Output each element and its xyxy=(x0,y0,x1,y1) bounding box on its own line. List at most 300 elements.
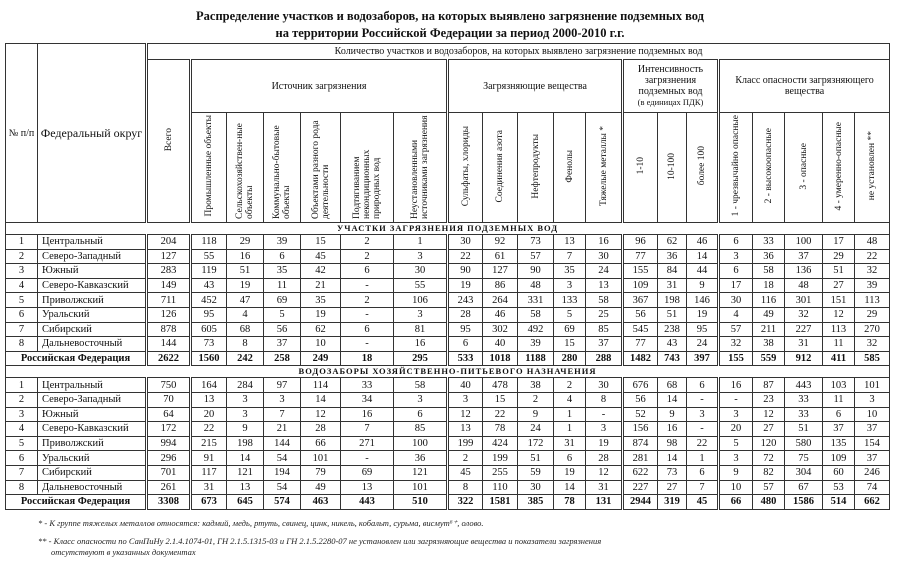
cell-value: 144 xyxy=(147,337,191,352)
district-name: Дальневосточный xyxy=(38,337,147,352)
total-value: 319 xyxy=(658,495,687,510)
cell-value: 16 xyxy=(394,337,448,352)
footnotes xyxy=(38,518,900,558)
cell-value: 98 xyxy=(658,436,687,451)
cell-value: 676 xyxy=(623,378,658,393)
total-value: 3308 xyxy=(147,495,191,510)
header-substances-1: Соединения азота xyxy=(483,113,518,223)
table-row xyxy=(6,465,890,480)
cell-value: 492 xyxy=(518,322,554,337)
cell-value: 7 xyxy=(554,249,586,264)
cell-value: 452 xyxy=(191,293,227,308)
row-number: 4 xyxy=(6,278,38,293)
cell-value: 149 xyxy=(147,278,191,293)
cell-value: 271 xyxy=(341,436,394,451)
cell-value: 69 xyxy=(264,293,301,308)
cell-value: 1 xyxy=(687,451,719,466)
header-class-group: Класс опасности загрязняющего вещества xyxy=(719,60,890,113)
cell-value: 51 xyxy=(785,422,823,437)
cell-value: 6 xyxy=(823,407,855,422)
cell-value: 146 xyxy=(687,293,719,308)
cell-value: 11 xyxy=(823,337,855,352)
cell-value: 95 xyxy=(448,322,483,337)
cell-value: 2 xyxy=(554,378,586,393)
table-row xyxy=(6,451,890,466)
cell-value: 54 xyxy=(264,480,301,495)
header-substances-group: Загрязняющие вещества xyxy=(448,60,623,113)
cell-value: 29 xyxy=(823,249,855,264)
cell-value: 16 xyxy=(341,407,394,422)
row-number: 5 xyxy=(6,293,38,308)
table-row xyxy=(6,378,890,393)
cell-value: 2 xyxy=(518,392,554,407)
cell-value: 40 xyxy=(483,337,518,352)
cell-value: 21 xyxy=(264,422,301,437)
district-name: Южный xyxy=(38,264,147,279)
cell-value: 3 xyxy=(227,392,264,407)
header-classes-3: 4 - умеренно-опасные xyxy=(823,113,855,223)
cell-value: 72 xyxy=(753,451,785,466)
cell-value: 67 xyxy=(785,480,823,495)
cell-value: 5 xyxy=(719,436,753,451)
header-source-group: Источник загрязнения xyxy=(191,60,448,113)
cell-value: 30 xyxy=(719,293,753,308)
cell-value: 7 xyxy=(687,480,719,495)
total-value: 155 xyxy=(719,351,753,366)
cell-value: 69 xyxy=(341,465,394,480)
header-total: Всего xyxy=(147,60,191,223)
cell-value: 6 xyxy=(687,378,719,393)
district-name: Уральский xyxy=(38,451,147,466)
table-row xyxy=(6,337,890,352)
cell-value: 155 xyxy=(623,264,658,279)
cell-value: 19 xyxy=(554,465,586,480)
cell-value: 68 xyxy=(227,322,264,337)
cell-value: - xyxy=(687,392,719,407)
table-row xyxy=(6,422,890,437)
title-line-1: Распределение участков и водозаборов, на которых выявлено загрязнение подземных вод xyxy=(196,9,704,23)
cell-value: 57 xyxy=(719,322,753,337)
footnote-hazard-class: ** - Класс опасности по СанПиНу 2.1.4.1074-01, ГН 2.1.5.1315-03 и ГН 2.1.5.2280-07 не установлен или загрязняющие вещества и показатели загрязнения отсутствуют в указанных документах xyxy=(38,535,602,557)
cell-value: 100 xyxy=(785,235,823,250)
cell-value: 6 xyxy=(554,451,586,466)
cell-value: 4 xyxy=(227,307,264,322)
cell-value: 27 xyxy=(658,480,687,495)
cell-value: 61 xyxy=(483,249,518,264)
header-substances-3: Фенолы xyxy=(554,113,586,223)
cell-value: 211 xyxy=(753,322,785,337)
cell-value: 255 xyxy=(483,465,518,480)
cell-value: 711 xyxy=(147,293,191,308)
cell-value: 6 xyxy=(448,337,483,352)
cell-value: 28 xyxy=(301,422,341,437)
cell-value: 86 xyxy=(483,278,518,293)
cell-value: 9 xyxy=(687,278,719,293)
row-number: 7 xyxy=(6,465,38,480)
cell-value: 37 xyxy=(823,422,855,437)
cell-value: 78 xyxy=(483,422,518,437)
cell-value: 58 xyxy=(394,378,448,393)
cell-value: 16 xyxy=(227,249,264,264)
cell-value: 25 xyxy=(586,307,623,322)
cell-value: 13 xyxy=(554,235,586,250)
cell-value: 36 xyxy=(753,249,785,264)
cell-value: 19 xyxy=(301,307,341,322)
footnote-heavy-metals: * - К группе тяжелых металлов относятся: кадмий, медь, ртуть, свинец, цинк, никель, кобальт, сурьма, висмут⁶⁺, олово. xyxy=(38,517,484,528)
cell-value: 109 xyxy=(623,278,658,293)
cell-value: 38 xyxy=(518,378,554,393)
cell-value: - xyxy=(719,392,753,407)
cell-value: - xyxy=(341,307,394,322)
cell-value: 33 xyxy=(341,378,394,393)
cell-value: 2 xyxy=(448,451,483,466)
cell-value: 545 xyxy=(623,322,658,337)
cell-value: 33 xyxy=(785,392,823,407)
row-number: 3 xyxy=(6,407,38,422)
cell-value: 85 xyxy=(586,322,623,337)
cell-value: 2 xyxy=(341,235,394,250)
cell-value: 35 xyxy=(264,264,301,279)
cell-value: 1 xyxy=(554,422,586,437)
cell-value: 6 xyxy=(341,264,394,279)
cell-value: 19 xyxy=(227,278,264,293)
total-value: 510 xyxy=(394,495,448,510)
cell-value: 30 xyxy=(586,378,623,393)
cell-value: 7 xyxy=(264,407,301,422)
cell-value: 36 xyxy=(394,451,448,466)
total-value: 258 xyxy=(264,351,301,366)
cell-value: 64 xyxy=(147,407,191,422)
section-title: УЧАСТКИ ЗАГРЯЗНЕНИЯ ПОДЗЕМНЫХ ВОД xyxy=(6,223,890,235)
district-name: Северо-Кавказский xyxy=(38,278,147,293)
cell-value: 16 xyxy=(719,378,753,393)
cell-value: 35 xyxy=(554,264,586,279)
cell-value: 77 xyxy=(623,337,658,352)
cell-value: 22 xyxy=(483,407,518,422)
cell-value: 14 xyxy=(554,480,586,495)
cell-value: 114 xyxy=(301,378,341,393)
table-row xyxy=(6,392,890,407)
cell-value: 13 xyxy=(227,480,264,495)
cell-value: 48 xyxy=(518,278,554,293)
cell-value: 3 xyxy=(719,249,753,264)
cell-value: 73 xyxy=(658,465,687,480)
cell-value: 30 xyxy=(586,249,623,264)
total-value: 912 xyxy=(785,351,823,366)
total-value: 1581 xyxy=(483,495,518,510)
cell-value: 40 xyxy=(448,378,483,393)
table-row xyxy=(6,436,890,451)
cell-value: 31 xyxy=(191,480,227,495)
cell-value: 119 xyxy=(191,264,227,279)
cell-value: 46 xyxy=(687,235,719,250)
cell-value: 121 xyxy=(394,465,448,480)
cell-value: 227 xyxy=(623,480,658,495)
cell-value: 3 xyxy=(586,422,623,437)
total-value: 411 xyxy=(823,351,855,366)
cell-value: 151 xyxy=(823,293,855,308)
cell-value: 47 xyxy=(227,293,264,308)
cell-value: 100 xyxy=(394,436,448,451)
table-row xyxy=(6,264,890,279)
cell-value: 32 xyxy=(719,337,753,352)
total-value: 559 xyxy=(753,351,785,366)
cell-value: 82 xyxy=(753,465,785,480)
cell-value: 19 xyxy=(687,307,719,322)
total-value: 18 xyxy=(341,351,394,366)
table-row xyxy=(6,407,890,422)
cell-value: 21 xyxy=(301,278,341,293)
total-label: Российская Федерация xyxy=(6,495,147,510)
cell-value: 23 xyxy=(753,392,785,407)
total-value: 280 xyxy=(554,351,586,366)
cell-value: 31 xyxy=(785,337,823,352)
header-intensity-0: 1-10 xyxy=(623,113,658,223)
cell-value: 133 xyxy=(554,293,586,308)
cell-value: 199 xyxy=(448,436,483,451)
cell-value: 5 xyxy=(554,307,586,322)
cell-value: 101 xyxy=(301,451,341,466)
cell-value: 13 xyxy=(341,480,394,495)
cell-value: 110 xyxy=(483,480,518,495)
cell-value: 52 xyxy=(623,407,658,422)
header-district: Федеральный округ xyxy=(38,44,147,223)
district-name: Северо-Западный xyxy=(38,249,147,264)
header-intensity-1: 10-100 xyxy=(658,113,687,223)
cell-value: 8 xyxy=(448,480,483,495)
cell-value: 51 xyxy=(658,307,687,322)
district-name: Приволжский xyxy=(38,436,147,451)
cell-value: 7 xyxy=(341,422,394,437)
cell-value: 296 xyxy=(147,451,191,466)
header-sources-3: Объектами разного рода деятельности xyxy=(301,113,341,223)
cell-value: 194 xyxy=(264,465,301,480)
row-number: 6 xyxy=(6,307,38,322)
cell-value: 11 xyxy=(264,278,301,293)
cell-value: 28 xyxy=(448,307,483,322)
table-row xyxy=(6,322,890,337)
total-value: 574 xyxy=(264,495,301,510)
cell-value: 55 xyxy=(191,249,227,264)
row-number: 8 xyxy=(6,480,38,495)
cell-value: 198 xyxy=(658,293,687,308)
cell-value: 302 xyxy=(483,322,518,337)
total-value: 249 xyxy=(301,351,341,366)
total-label: Российская Федерация xyxy=(6,351,147,366)
cell-value: 994 xyxy=(147,436,191,451)
cell-value: 30 xyxy=(394,264,448,279)
cell-value: 135 xyxy=(823,436,855,451)
cell-value: 35 xyxy=(301,293,341,308)
document-title xyxy=(0,0,900,43)
cell-value: 56 xyxy=(264,322,301,337)
cell-value: 30 xyxy=(448,235,483,250)
cell-value: 20 xyxy=(191,407,227,422)
section-header xyxy=(6,366,890,378)
cell-value: 164 xyxy=(191,378,227,393)
total-value: 463 xyxy=(301,495,341,510)
cell-value: 81 xyxy=(394,322,448,337)
header-classes-0: 1 - чрезвычайно опасные xyxy=(719,113,753,223)
cell-value: 75 xyxy=(785,451,823,466)
cell-value: 103 xyxy=(823,378,855,393)
cell-value: 54 xyxy=(264,451,301,466)
district-name: Северо-Западный xyxy=(38,392,147,407)
cell-value: - xyxy=(586,407,623,422)
total-value: 585 xyxy=(855,351,890,366)
cell-value: 367 xyxy=(623,293,658,308)
total-value: 242 xyxy=(227,351,264,366)
row-number: 1 xyxy=(6,235,38,250)
cell-value: 30 xyxy=(518,480,554,495)
cell-value: 16 xyxy=(658,422,687,437)
cell-value: 29 xyxy=(227,235,264,250)
total-value: 673 xyxy=(191,495,227,510)
cell-value: 264 xyxy=(483,293,518,308)
row-number: 4 xyxy=(6,422,38,437)
total-value: 443 xyxy=(341,495,394,510)
header-num: № п/п xyxy=(6,44,38,223)
cell-value: - xyxy=(341,337,394,352)
cell-value: 73 xyxy=(518,235,554,250)
table-row xyxy=(6,480,890,495)
cell-value: 3 xyxy=(855,392,890,407)
cell-value: 22 xyxy=(687,436,719,451)
cell-value: 215 xyxy=(191,436,227,451)
total-value: 480 xyxy=(753,495,785,510)
cell-value: 3 xyxy=(264,392,301,407)
cell-value: 32 xyxy=(855,264,890,279)
cell-value: 1 xyxy=(394,235,448,250)
cell-value: 10 xyxy=(719,480,753,495)
total-value: 2622 xyxy=(147,351,191,366)
cell-value: 73 xyxy=(191,337,227,352)
total-value: 1018 xyxy=(483,351,518,366)
cell-value: 20 xyxy=(719,422,753,437)
section-title: ВОДОЗАБОРЫ ХОЗЯЙСТВЕННО-ПИТЬЕВОГО НАЗНАЧЕНИЯ xyxy=(6,366,890,378)
cell-value: 59 xyxy=(518,465,554,480)
cell-value: 95 xyxy=(687,322,719,337)
cell-value: 443 xyxy=(785,378,823,393)
cell-value: 15 xyxy=(301,235,341,250)
cell-value: 95 xyxy=(191,307,227,322)
cell-value: 3 xyxy=(554,278,586,293)
cell-value: 55 xyxy=(394,278,448,293)
cell-value: 154 xyxy=(855,436,890,451)
cell-value: 701 xyxy=(147,465,191,480)
cell-value: 204 xyxy=(147,235,191,250)
total-value: 1586 xyxy=(785,495,823,510)
cell-value: 24 xyxy=(687,337,719,352)
cell-value: 22 xyxy=(191,422,227,437)
cell-value: 14 xyxy=(658,392,687,407)
row-number: 1 xyxy=(6,378,38,393)
cell-value: 9 xyxy=(719,465,753,480)
cell-value: 3 xyxy=(227,407,264,422)
cell-value: 3 xyxy=(719,407,753,422)
total-value: 1560 xyxy=(191,351,227,366)
total-value: 385 xyxy=(518,495,554,510)
cell-value: 24 xyxy=(586,264,623,279)
cell-value: 113 xyxy=(823,322,855,337)
cell-value: 49 xyxy=(753,307,785,322)
cell-value: 101 xyxy=(855,378,890,393)
cell-value: 156 xyxy=(623,422,658,437)
cell-value: 3 xyxy=(394,249,448,264)
cell-value: 246 xyxy=(855,465,890,480)
cell-value: 127 xyxy=(147,249,191,264)
header-sources-5: Неустановленными источниками загрязнения xyxy=(394,113,448,223)
cell-value: 51 xyxy=(227,264,264,279)
cell-value: 31 xyxy=(554,436,586,451)
cell-value: 6 xyxy=(687,465,719,480)
header-substances-4: Тяжелые металлы * xyxy=(586,113,623,223)
cell-value: 37 xyxy=(785,249,823,264)
title-line-2: на территории Российской Федерации за период 2000-2010 г.г. xyxy=(275,26,625,40)
cell-value: 106 xyxy=(394,293,448,308)
cell-value: 605 xyxy=(191,322,227,337)
cell-value: 261 xyxy=(147,480,191,495)
total-value: 533 xyxy=(448,351,483,366)
cell-value: 118 xyxy=(191,235,227,250)
total-value: 45 xyxy=(687,495,719,510)
district-name: Сибирский xyxy=(38,322,147,337)
total-value: 66 xyxy=(719,495,753,510)
cell-value: 8 xyxy=(227,337,264,352)
section-header xyxy=(6,223,890,235)
row-number: 2 xyxy=(6,249,38,264)
cell-value: 10 xyxy=(855,407,890,422)
total-value: 645 xyxy=(227,495,264,510)
cell-value: 101 xyxy=(394,480,448,495)
cell-value: 9 xyxy=(658,407,687,422)
cell-value: 6 xyxy=(264,249,301,264)
cell-value: 9 xyxy=(518,407,554,422)
cell-value: 172 xyxy=(147,422,191,437)
total-value: 131 xyxy=(586,495,623,510)
total-value: 397 xyxy=(687,351,719,366)
cell-value: 32 xyxy=(785,307,823,322)
cell-value: 45 xyxy=(301,249,341,264)
cell-value: 77 xyxy=(623,249,658,264)
table-row xyxy=(6,278,890,293)
cell-value: 116 xyxy=(753,293,785,308)
total-value: 743 xyxy=(658,351,687,366)
cell-value: 14 xyxy=(658,451,687,466)
cell-value: 43 xyxy=(191,278,227,293)
cell-value: 284 xyxy=(227,378,264,393)
cell-value: 48 xyxy=(855,235,890,250)
cell-value: 6 xyxy=(719,235,753,250)
cell-value: 97 xyxy=(264,378,301,393)
cell-value: 19 xyxy=(586,436,623,451)
cell-value: - xyxy=(687,422,719,437)
cell-value: 56 xyxy=(623,307,658,322)
cell-value: 66 xyxy=(301,436,341,451)
cell-value: 199 xyxy=(483,451,518,466)
cell-value: 57 xyxy=(518,249,554,264)
cell-value: 17 xyxy=(719,278,753,293)
total-value: 295 xyxy=(394,351,448,366)
cell-value: 62 xyxy=(301,322,341,337)
table-row xyxy=(6,235,890,250)
total-value: 322 xyxy=(448,495,483,510)
cell-value: 126 xyxy=(147,307,191,322)
total-value: 1482 xyxy=(623,351,658,366)
cell-value: 14 xyxy=(687,249,719,264)
header-top: Количество участков и водозаборов, на которых выявлено загрязнение подземных вод xyxy=(147,44,890,60)
cell-value: 238 xyxy=(658,322,687,337)
